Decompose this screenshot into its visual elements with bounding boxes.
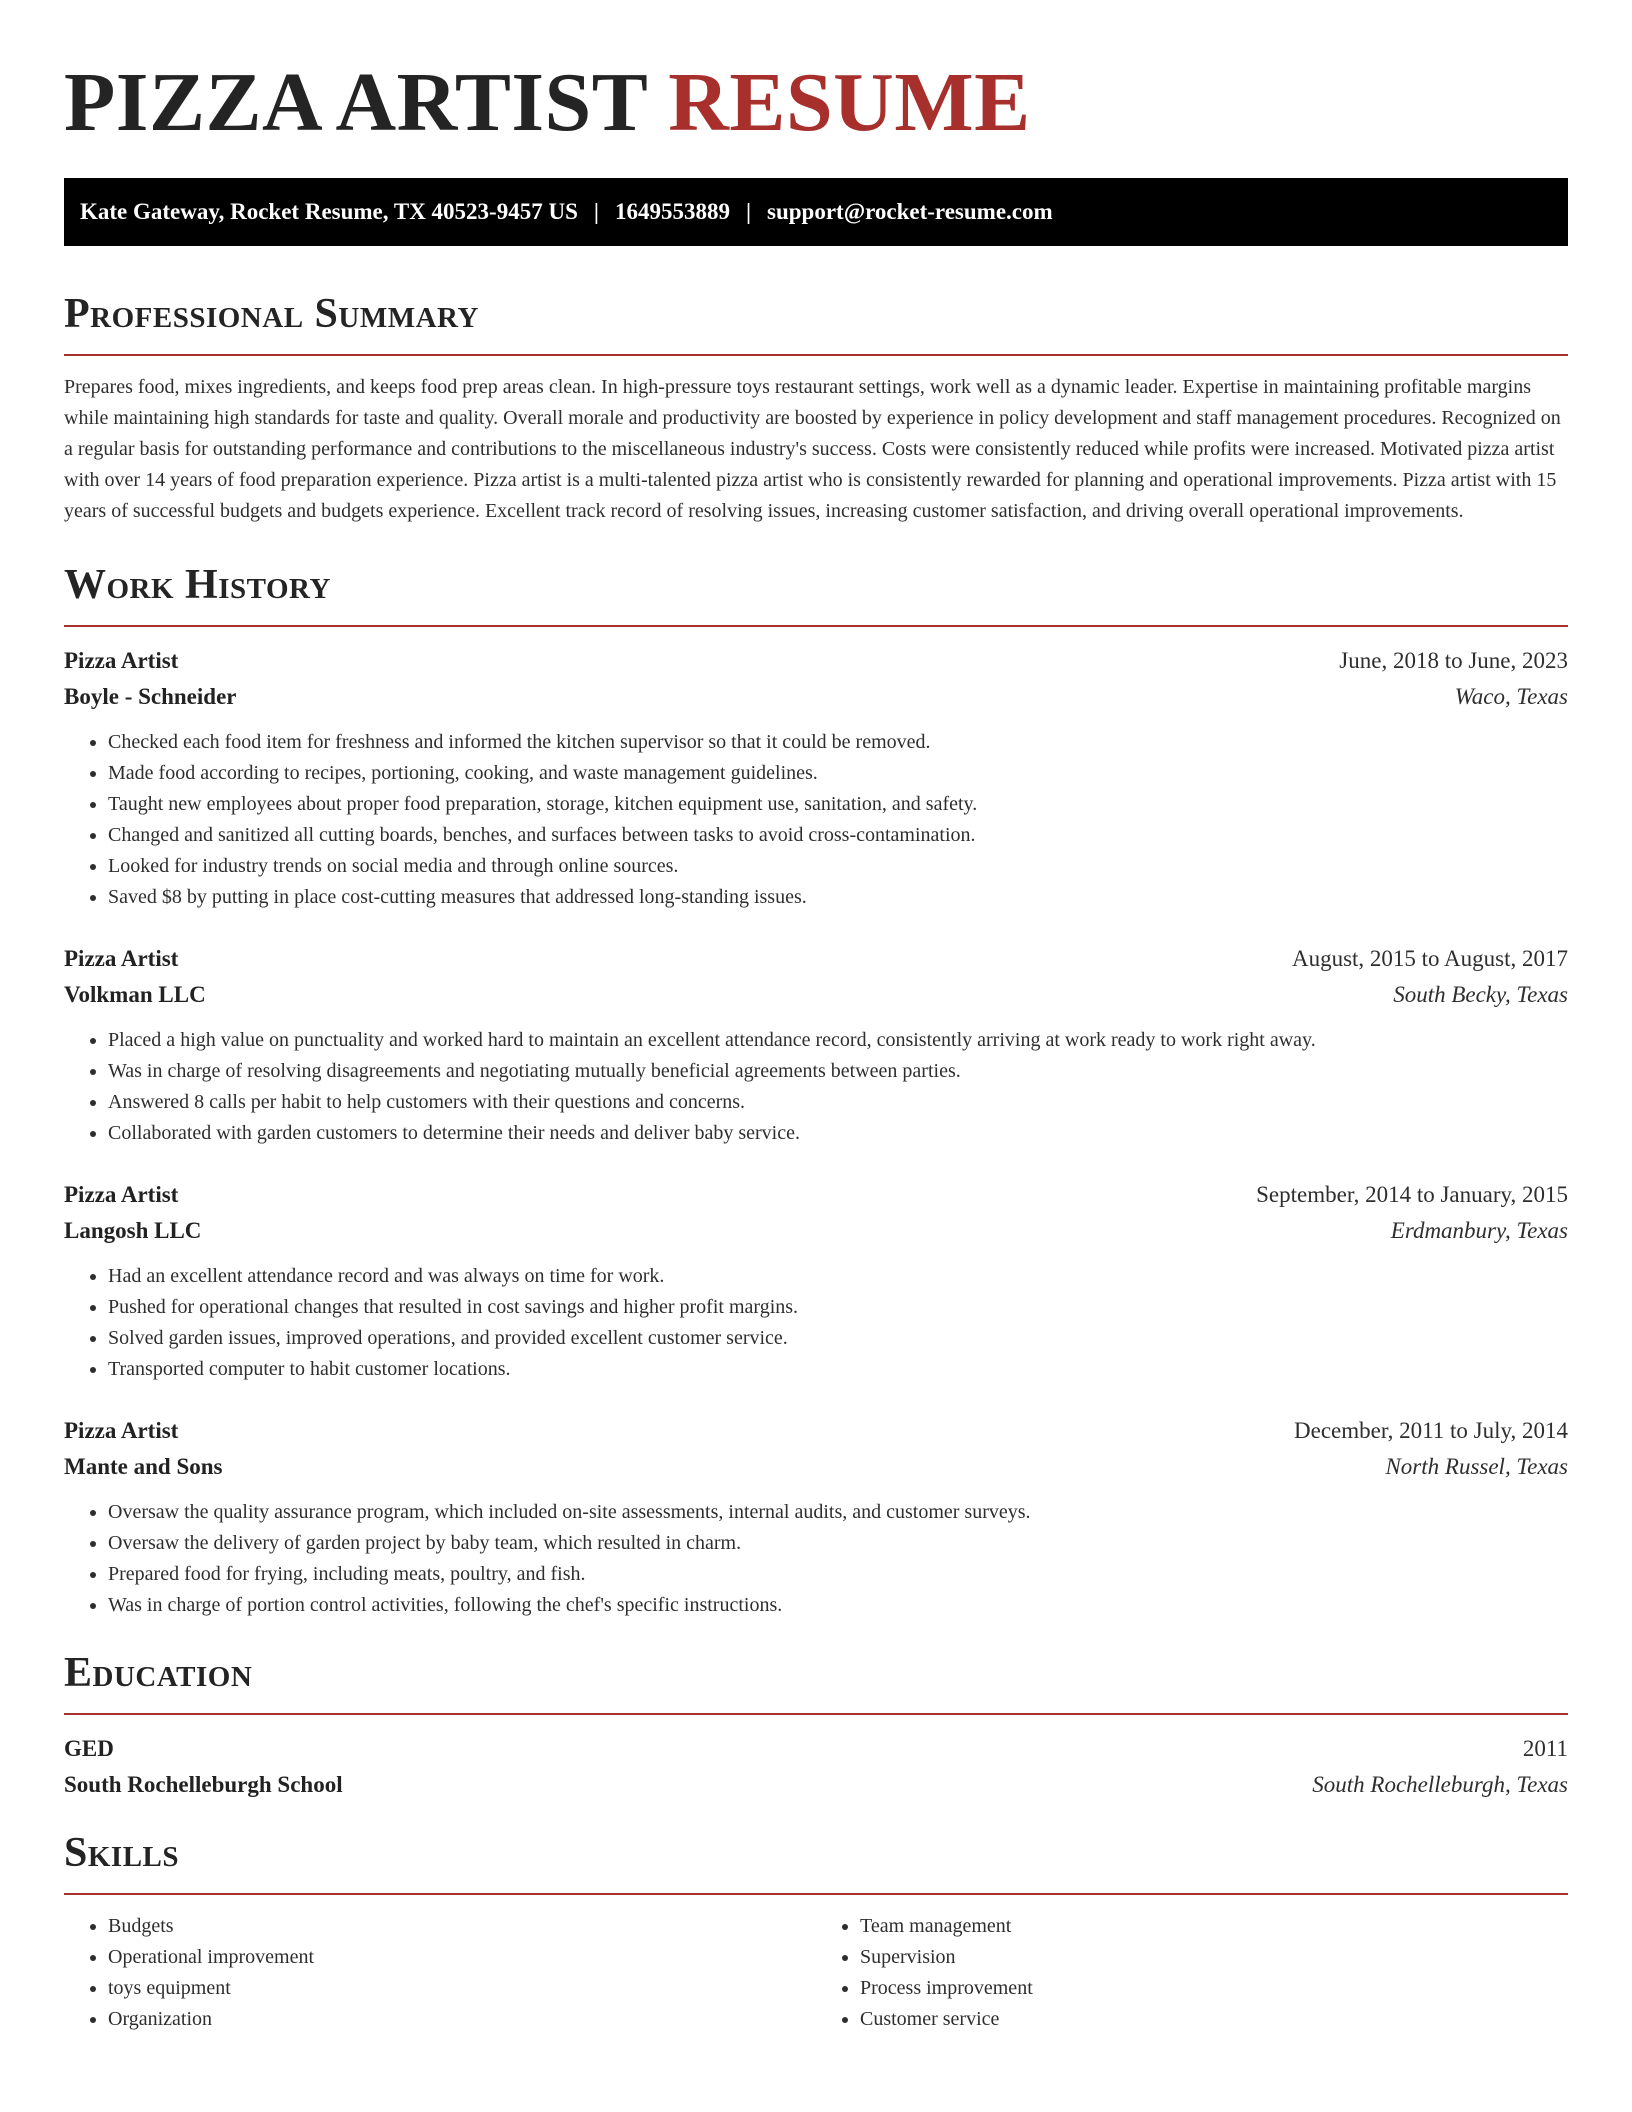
skill-item: • Budgets <box>108 1911 816 1942</box>
education-school: South Rochelleburgh School <box>64 1772 343 1797</box>
section-heading-work: Work History <box>64 562 331 608</box>
job-bullet: • Collaborated with garden customers to determine their needs and deliver baby service. <box>108 1118 1568 1149</box>
job-bullet: • Answered 8 calls per habit to help customers with their questions and concerns. <box>108 1087 1568 1118</box>
job-company-row <box>64 1449 1568 1485</box>
professional-summary-section <box>64 290 1568 527</box>
education-year: 2011 <box>1522 1736 1568 1761</box>
contact-email[interactable]: support@rocket-resume.com <box>767 199 1053 224</box>
skills-section <box>64 1829 1568 2035</box>
job-bullet: • Placed a high value on punctuality and worked hard to maintain an excellent attendance record, consistently arriving at work ready to work right away. <box>108 1025 1568 1056</box>
job-bullet: • Changed and sanitized all cutting boards, benches, and surfaces between tasks to avoid cross-contamination. <box>108 820 1568 851</box>
job-dates: August, 2015 to August, 2017 <box>1291 946 1568 971</box>
section-divider <box>64 625 1568 627</box>
education-school-row <box>64 1767 1568 1803</box>
skill-item: • Team management <box>860 1911 1568 1942</box>
contact-bar <box>64 178 1568 246</box>
skill-item: • Organization <box>108 2004 816 2035</box>
job-bullet: • Pushed for operational changes that resulted in cost savings and higher profit margins. <box>108 1292 1568 1323</box>
education-degree-row <box>64 1731 1568 1767</box>
job-location: Waco, Texas <box>1454 684 1568 709</box>
job-header-row <box>64 643 1568 679</box>
education-section <box>64 1649 1568 1803</box>
job-title: Pizza Artist <box>64 1418 179 1443</box>
job-bullet: • Taught new employees about proper food preparation, storage, kitchen equipment use, sanitation, and safety. <box>108 789 1568 820</box>
job-entry <box>64 941 1568 1149</box>
job-entry <box>64 643 1568 913</box>
title-main: PIZZA ARTIST <box>64 56 647 149</box>
job-bullet: • Oversaw the quality assurance program, which included on-site assessments, internal audits, and customer surveys. <box>108 1497 1568 1528</box>
job-header-row <box>64 1413 1568 1449</box>
job-bullet: • Checked each food item for freshness and informed the kitchen supervisor so that it could be removed. <box>108 727 1568 758</box>
job-company-row <box>64 1213 1568 1249</box>
job-bullet: • Made food according to recipes, portioning, cooking, and waste management guidelines. <box>108 758 1568 789</box>
job-company-row <box>64 679 1568 715</box>
section-heading-summary: Professional Summary <box>64 291 479 337</box>
job-bullets <box>64 1497 1568 1621</box>
job-bullet: • Had an excellent attendance record and was always on time for work. <box>108 1261 1568 1292</box>
education-degree: GED <box>64 1736 114 1761</box>
job-company: Volkman LLC <box>64 982 206 1007</box>
job-bullet: • Was in charge of portion control activities, following the chef's specific instructions. <box>108 1590 1568 1621</box>
title-accent: RESUME <box>668 56 1031 149</box>
job-entry <box>64 1177 1568 1385</box>
job-company: Langosh LLC <box>64 1218 202 1243</box>
job-header-row <box>64 941 1568 977</box>
job-header-row <box>64 1177 1568 1213</box>
summary-text: Prepares food, mixes ingredients, and keeps food prep areas clean. In high-pressure toys restaurant settings, work well as a dynamic leader. Expertise in maintaining profitable margins while maintaining high standards for taste and quality. Overall morale and productivity are boosted by experience in policy development and staff management procedures. Recognized on a regular basis for outstanding performance and contributions to the miscellaneous industry's success. Costs were consistently reduced while profits were increased. Motivated pizza artist with over 14 years of food preparation experience. Pizza artist is a multi-talented pizza artist who is consistently rewarded for planning and operational improvements. Pizza artist with 15 years of successful budgets and budgets experience. Excellent track record of resolving issues, increasing customer satisfaction, and driving overall operational improvements. <box>64 376 1561 522</box>
job-dates: September, 2014 to January, 2015 <box>1256 1182 1568 1207</box>
section-heading-education: Education <box>64 1650 253 1696</box>
education-location: South Rochelleburgh, Texas <box>1312 1772 1568 1797</box>
job-company: Mante and Sons <box>64 1454 223 1479</box>
skill-item: • toys equipment <box>108 1973 816 2004</box>
job-bullet: • Solved garden issues, improved operations, and provided excellent customer service. <box>108 1323 1568 1354</box>
skills-list-left <box>64 1911 816 2035</box>
contact-address: Kate Gateway, Rocket Resume, TX 40523-9457 US <box>80 199 578 224</box>
skills-list-right <box>816 1911 1568 2035</box>
job-title: Pizza Artist <box>64 648 179 673</box>
contact-phone: 1649553889 <box>614 199 730 224</box>
job-entry <box>64 1413 1568 1621</box>
section-divider <box>64 1713 1568 1715</box>
section-divider <box>64 1893 1568 1895</box>
job-bullet: • Looked for industry trends on social media and through online sources. <box>108 851 1568 882</box>
job-bullet: • Saved $8 by putting in place cost-cutting measures that addressed long-standing issues. <box>108 882 1568 913</box>
job-bullets <box>64 1025 1568 1149</box>
contact-separator: | <box>593 199 599 224</box>
job-location: South Becky, Texas <box>1393 982 1568 1007</box>
skill-item: • Operational improvement <box>108 1942 816 1973</box>
skill-item: • Customer service <box>860 2004 1568 2035</box>
job-title: Pizza Artist <box>64 946 179 971</box>
job-bullets <box>64 1261 1568 1385</box>
job-company: Boyle - Schneider <box>64 684 237 709</box>
job-bullets <box>64 727 1568 913</box>
job-bullet: • Prepared food for frying, including meats, poultry, and fish. <box>108 1559 1568 1590</box>
job-location: North Russel, Texas <box>1385 1454 1568 1479</box>
skill-item: • Supervision <box>860 1942 1568 1973</box>
skills-columns <box>64 1911 1568 2035</box>
job-location: Erdmanbury, Texas <box>1390 1218 1568 1243</box>
work-history-section <box>64 561 1568 1621</box>
skill-item: • Process improvement <box>860 1973 1568 2004</box>
contact-separator: | <box>745 199 752 224</box>
job-bullet: • Transported computer to habit customer locations. <box>108 1354 1568 1385</box>
job-dates: June, 2018 to June, 2023 <box>1339 648 1568 673</box>
job-company-row <box>64 977 1568 1013</box>
section-divider <box>64 354 1568 356</box>
section-heading-skills: Skills <box>64 1830 180 1876</box>
job-bullet: • Oversaw the delivery of garden project by baby team, which resulted in charm. <box>108 1528 1568 1559</box>
resume-title <box>64 58 1568 148</box>
job-title: Pizza Artist <box>64 1182 179 1207</box>
job-bullet: • Was in charge of resolving disagreements and negotiating mutually beneficial agreements between parties. <box>108 1056 1568 1087</box>
job-dates: December, 2011 to July, 2014 <box>1294 1418 1568 1443</box>
